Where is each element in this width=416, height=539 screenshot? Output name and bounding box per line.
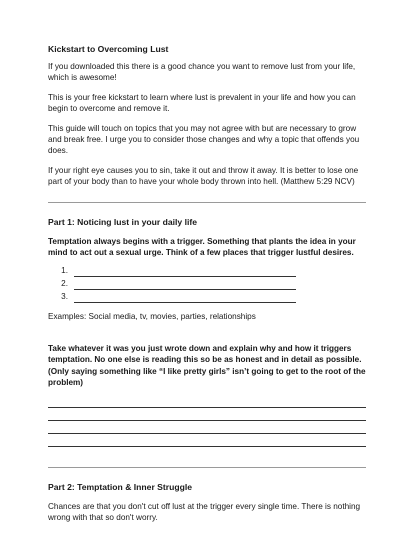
list-number: 1. bbox=[61, 266, 68, 276]
scripture-quote: If your right eye causes you to sin, take it out and throw it away. It is better to lose one part of your body than to have your whole body thrown into hell. (Matthew 5:29 NCV) bbox=[48, 165, 359, 187]
list-number: 3. bbox=[61, 292, 68, 302]
part2-heading: Part 2: Temptation & Inner Struggle bbox=[48, 481, 193, 492]
intro-paragraph-3: This guide will touch on topics that you may not agree with but are necessary to grow and break free. I urge you to consider those changes and why a topic that offends you does. bbox=[48, 123, 360, 156]
answer-blank[interactable] bbox=[74, 293, 296, 303]
writing-line[interactable] bbox=[48, 421, 366, 434]
document-page bbox=[48, 44, 366, 531]
list-number: 2. bbox=[61, 279, 68, 289]
writing-line[interactable] bbox=[48, 408, 366, 421]
examples-text: Examples: Social media, tv, movies, parties, relationships bbox=[48, 312, 256, 322]
list-item bbox=[48, 277, 366, 290]
list-item bbox=[48, 264, 366, 277]
answer-blank[interactable] bbox=[74, 280, 296, 290]
section-divider bbox=[48, 202, 366, 203]
part2-text: Chances are that you don't cut off lust at the trigger every single time. There is nothing wrong with that so don't worry. bbox=[48, 501, 361, 522]
part1-heading: Part 1: Noticing lust in your daily life bbox=[48, 216, 197, 227]
writing-line[interactable] bbox=[48, 434, 366, 447]
part1-prompt: Temptation always begins with a trigger. Something that plants the idea in your mind to act out a sexual urge. Think of a few places that trigger lustful desires. bbox=[48, 236, 356, 258]
trigger-list bbox=[48, 264, 366, 303]
section-divider bbox=[48, 467, 366, 468]
list-item bbox=[48, 290, 366, 303]
answer-blank[interactable] bbox=[74, 267, 296, 277]
intro-paragraph-1: If you downloaded this there is a good chance you want to remove lust from your life, which is awesome! bbox=[48, 62, 356, 83]
part1-prompt-2: Take whatever it was you just wrote down and explain why and how it triggers temptation. No one else is reading this so be as honest and in detail as possible. (Only saying something like “I like pretty girls” isn’t going to get to the root of the problem) bbox=[48, 343, 366, 388]
document-title: Kickstart to Overcoming Lust bbox=[48, 44, 169, 54]
writing-line[interactable] bbox=[48, 395, 366, 408]
intro-paragraph-2: This is your free kickstart to learn where lust is prevalent in your life and how you can begin to overcome and remove it. bbox=[48, 92, 356, 114]
